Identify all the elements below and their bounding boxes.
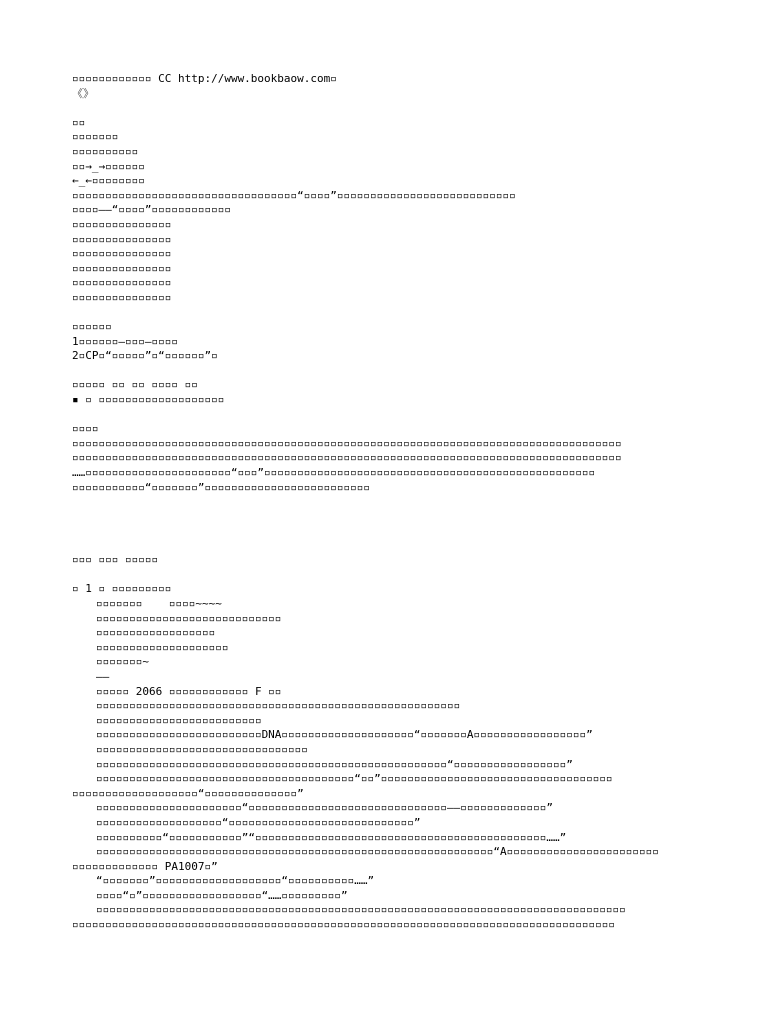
chapter-line: ▫▫▫▫▫▫▫▫▫▫▫▫▫▫▫▫▫▫▫▫▫▫▫▫▫DNA▫▫▫▫▫▫▫▫▫▫▫▫▫▫▫▫▫▫▫▫“▫▫▫▫▫▫▫A▫▫▫▫▫▫▫▫▫▫▫▫▫▫▫▫▫” bbox=[96, 728, 593, 742]
summary-block bbox=[72, 422, 702, 495]
chapter-line: ▫▫▫▫▫▫▫▫▫▫▫▫▫▫▫▫▫▫▫▫▫▫▫▫▫▫▫▫▫▫▫▫▫▫▫▫▫▫▫▫▫▫▫▫▫▫▫▫▫▫▫▫▫▫▫▫▫▫▫▫▫▫▫▫▫▫▫▫▫▫▫▫▫▫▫▫▫▫▫▫ bbox=[96, 903, 626, 917]
intro-line: ▫▫→_→▫▫▫▫▫▫ bbox=[72, 159, 145, 173]
intro-line: ▫▫▫▫▫▫▫▫▫▫▫▫▫▫▫ bbox=[72, 247, 172, 261]
chapter-line: ▫▫▫▫▫▫▫▫▫▫▫▫▫▫▫▫▫▫▫“▫▫▫▫▫▫▫▫▫▫▫▫▫▫” bbox=[72, 786, 304, 800]
intro-line: ▫▫▫▫▫▫▫ bbox=[72, 130, 119, 144]
chapter-line: ▫▫▫▫▫▫▫▫▫▫▫▫▫▫▫▫▫▫▫“▫▫▫▫▫▫▫▫▫▫▫▫▫▫▫▫▫▫▫▫▫▫▫▫▫▫▫▫” bbox=[96, 815, 421, 829]
chapter-line: ▫▫▫▫▫▫▫▫▫▫▫▫▫▫▫▫▫▫▫▫▫▫▫▫▫ bbox=[96, 713, 262, 727]
spacer bbox=[72, 568, 702, 583]
chapter-line: ▫ 1 ▫ ▫▫▫▫▫▫▫▫▫ bbox=[72, 582, 172, 596]
intro-line: ▫▫▫▫▫▫▫▫▫▫▫▫▫▫▫ bbox=[72, 276, 172, 290]
tag-line: ▪ ▫ ▫▫▫▫▫▫▫▫▫▫▫▫▫▫▫▫▫▫▫ bbox=[72, 393, 225, 407]
section-a-block bbox=[72, 320, 702, 364]
spacer bbox=[72, 408, 702, 423]
chapter-line: ▫▫▫▫▫ 2066 ▫▫▫▫▫▫▫▫▫▫▫▫ F ▫▫ bbox=[96, 684, 282, 698]
section-a-line: 2▫CP▫“▫▫▫▫▫”▫“▫▫▫▫▫▫”▫ bbox=[72, 349, 218, 363]
chapter-line: ▫▫▫▫▫▫▫▫▫▫▫▫▫▫▫▫▫▫▫▫▫▫▫▫▫▫▫▫▫▫▫▫▫▫▫▫▫▫▫▫▫▫▫▫▫▫▫▫▫▫▫▫▫“▫▫▫▫▫▫▫▫▫▫▫▫▫▫▫▫▫” bbox=[96, 757, 573, 771]
chapter-line: ▫▫▫▫▫▫▫▫▫▫▫▫▫▫▫▫▫▫▫▫▫▫▫▫▫▫▫▫▫▫▫▫ bbox=[96, 742, 308, 756]
intro-line: ▫▫▫▫▫▫▫▫▫▫▫▫▫▫▫ bbox=[72, 261, 172, 275]
tag-line: ▫▫▫▫▫ ▫▫ ▫▫ ▫▫▫▫ ▫▫ bbox=[72, 378, 198, 392]
intro-block bbox=[72, 116, 702, 306]
chapter-line: ▫▫▫▫▫▫▫▫▫▫▫▫▫▫▫▫▫▫ bbox=[96, 626, 216, 640]
chapter-line: ▫▫▫▫▫▫▫▫▫▫“▫▫▫▫▫▫▫▫▫▫▫”“▫▫▫▫▫▫▫▫▫▫▫▫▫▫▫▫▫▫▫▫▫▫▫▫▫▫▫▫▫▫▫▫▫▫▫▫▫▫▫▫▫▫▫▫……” bbox=[96, 830, 567, 844]
chapter-block bbox=[72, 582, 702, 932]
summary-line: ▫▫▫▫▫▫▫▫▫▫▫▫▫▫▫▫▫▫▫▫▫▫▫▫▫▫▫▫▫▫▫▫▫▫▫▫▫▫▫▫▫▫▫▫▫▫▫▫▫▫▫▫▫▫▫▫▫▫▫▫▫▫▫▫▫▫▫▫▫▫▫▫▫▫▫▫▫▫▫▫▫▫▫ bbox=[72, 451, 622, 465]
chapter-line: —— bbox=[96, 669, 110, 683]
summary-line: ……▫▫▫▫▫▫▫▫▫▫▫▫▫▫▫▫▫▫▫▫▫▫“▫▫▫”▫▫▫▫▫▫▫▫▫▫▫▫▫▫▫▫▫▫▫▫▫▫▫▫▫▫▫▫▫▫▫▫▫▫▫▫▫▫▫▫▫▫▫▫▫▫▫▫▫▫ bbox=[72, 466, 596, 480]
spacer bbox=[72, 306, 702, 321]
intro-line: ▫▫▫▫▫▫▫▫▫▫▫▫▫▫▫ bbox=[72, 290, 172, 304]
section-a-line: ▫▫▫▫▫▫ bbox=[72, 320, 112, 334]
spacer bbox=[72, 364, 702, 379]
summary-line: ▫▫▫▫ bbox=[72, 422, 99, 436]
intro-line: ▫▫▫▫——“▫▫▫▫”▫▫▫▫▫▫▫▫▫▫▫▫ bbox=[72, 203, 231, 217]
source-line: ▫▫▫▫▫▫▫▫▫▫▫▫ CC http://www.bookbaow.com▫ bbox=[72, 72, 337, 85]
chapter-line: ▫▫▫▫▫▫▫▫▫▫▫▫▫▫▫▫▫▫▫▫▫▫“▫▫▫▫▫▫▫▫▫▫▫▫▫▫▫▫▫▫▫▫▫▫▫▫▫▫▫▫▫▫——▫▫▫▫▫▫▫▫▫▫▫▫▫” bbox=[96, 801, 553, 815]
chapter-line: ▫▫▫▫▫▫▫▫▫▫▫▫▫▫▫▫▫▫▫▫▫▫▫▫▫▫▫▫▫▫▫▫▫▫▫▫▫▫▫“▫▫”▫▫▫▫▫▫▫▫▫▫▫▫▫▫▫▫▫▫▫▫▫▫▫▫▫▫▫▫▫▫▫▫▫▫▫ bbox=[96, 772, 613, 786]
chapter-line: ▫▫▫▫▫▫▫▫▫▫▫▫▫▫▫▫▫▫▫▫▫▫▫▫▫▫▫▫ bbox=[96, 611, 282, 625]
chapter-line: ▫▫▫▫▫▫▫▫▫▫▫▫▫ PA1007▫” bbox=[72, 859, 218, 873]
document-page bbox=[72, 72, 702, 933]
chapter-header: ▫▫▫ ▫▫▫ ▫▫▫▫▫ bbox=[72, 553, 159, 567]
chapter-line: ▫▫▫▫▫▫▫▫▫▫▫▫▫▫▫▫▫▫▫▫ bbox=[96, 640, 229, 654]
chapter-line: ▫▫▫▫▫▫▫ ▫▫▫▫~~~~ bbox=[96, 597, 222, 610]
chapter-line: ▫▫▫▫▫▫▫▫▫▫▫▫▫▫▫▫▫▫▫▫▫▫▫▫▫▫▫▫▫▫▫▫▫▫▫▫▫▫▫▫▫▫▫▫▫▫▫▫▫▫▫▫▫▫▫▫▫▫▫▫“A▫▫▫▫▫▫▫▫▫▫▫▫▫▫▫▫▫▫▫▫▫▫▫ bbox=[96, 845, 659, 859]
chapter-line: “▫▫▫▫▫▫▫”▫▫▫▫▫▫▫▫▫▫▫▫▫▫▫▫▫▫▫“▫▫▫▫▫▫▫▫▫▫……” bbox=[96, 874, 375, 888]
spacer bbox=[72, 495, 702, 553]
summary-line: ▫▫▫▫▫▫▫▫▫▫▫▫▫▫▫▫▫▫▫▫▫▫▫▫▫▫▫▫▫▫▫▫▫▫▫▫▫▫▫▫▫▫▫▫▫▫▫▫▫▫▫▫▫▫▫▫▫▫▫▫▫▫▫▫▫▫▫▫▫▫▫▫▫▫▫▫▫▫▫▫▫▫▫ bbox=[72, 436, 622, 450]
intro-line: ←_←▫▫▫▫▫▫▫▫ bbox=[72, 174, 145, 188]
intro-line: ▫▫ bbox=[72, 115, 86, 129]
intro-line: ▫▫▫▫▫▫▫▫▫▫▫▫▫▫▫▫▫▫▫▫▫▫▫▫▫▫▫▫▫▫▫▫▫▫“▫▫▫▫”▫▫▫▫▫▫▫▫▫▫▫▫▫▫▫▫▫▫▫▫▫▫▫▫▫▫▫ bbox=[72, 188, 516, 202]
brackets-line: 《》 bbox=[72, 86, 94, 100]
tags-block bbox=[72, 378, 702, 407]
intro-line: ▫▫▫▫▫▫▫▫▫▫▫▫▫▫▫ bbox=[72, 217, 172, 231]
intro-line: ▫▫▫▫▫▫▫▫▫▫ bbox=[72, 144, 139, 158]
chapter-line: ▫▫▫▫▫▫▫▫▫▫▫▫▫▫▫▫▫▫▫▫▫▫▫▫▫▫▫▫▫▫▫▫▫▫▫▫▫▫▫▫▫▫▫▫▫▫▫▫▫▫▫▫▫▫▫ bbox=[96, 699, 461, 713]
chapter-line: ▫▫▫▫▫▫▫~ bbox=[96, 655, 149, 669]
intro-line: ▫▫▫▫▫▫▫▫▫▫▫▫▫▫▫ bbox=[72, 232, 172, 246]
summary-line: ▫▫▫▫▫▫▫▫▫▫▫“▫▫▫▫▫▫▫”▫▫▫▫▫▫▫▫▫▫▫▫▫▫▫▫▫▫▫▫▫▫▫▫▫ bbox=[72, 480, 371, 494]
chapter-line: ▫▫▫▫“▫”▫▫▫▫▫▫▫▫▫▫▫▫▫▫▫▫▫▫“……▫▫▫▫▫▫▫▫▫” bbox=[96, 888, 348, 902]
spacer bbox=[72, 101, 702, 116]
section-a-line: 1▫▫▫▫▫▫—▫▫▫—▫▫▫▫ bbox=[72, 334, 178, 348]
chapter-line: ▫▫▫▫▫▫▫▫▫▫▫▫▫▫▫▫▫▫▫▫▫▫▫▫▫▫▫▫▫▫▫▫▫▫▫▫▫▫▫▫▫▫▫▫▫▫▫▫▫▫▫▫▫▫▫▫▫▫▫▫▫▫▫▫▫▫▫▫▫▫▫▫▫▫▫▫▫▫▫▫▫▫ bbox=[72, 918, 616, 932]
